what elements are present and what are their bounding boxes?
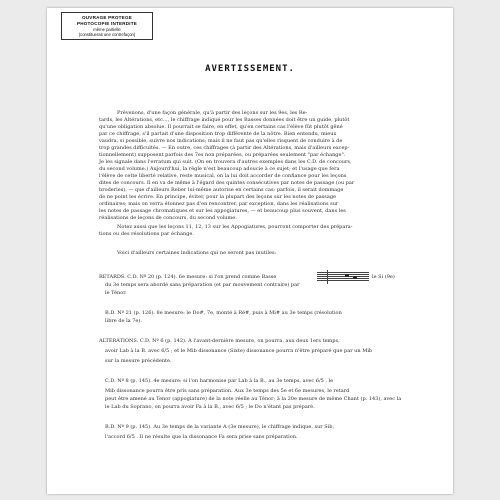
paragraph-line: vaudra, si possible, suivre nos indications; mais il ne faut pas qu'elles risquent de conduire à de <box>99 138 343 144</box>
note-head <box>345 274 349 277</box>
item-line: l'accord 6/5 . Il ne résulte que la dissonance Fa sera prise sans préparation. <box>105 434 298 440</box>
item-line: C.D. Nº 8 (p. 145). 4e mesure: si l'on harmonise par Lab à la B., au 3e temps, avec 6/5 , le <box>105 378 334 384</box>
copyright-stamp <box>61 12 153 40</box>
item-line: libre de la 7e). <box>105 318 142 324</box>
staff-barline <box>327 270 328 284</box>
music-staff <box>317 272 369 282</box>
paragraph-line: Notez aussi que les leçons 11, 12, 13 sur les Appogiatures, pourront comporter des prépara- <box>117 224 353 230</box>
stamp-line-2: PHOTOCOPIE INTERDITE <box>76 20 138 26</box>
paragraph-line: dites de concours. Il en va de même à l'égard des quintes consécutives par notes de passage (ou par <box>99 180 355 186</box>
paragraph-line: les notes de passage chromatiques et sur les appogiatures, — et beaucoup plus souvent, dans les <box>99 208 346 214</box>
paragraph-line: tards, les Altérations, etc..., le chiffrage indiqué pour les Basses données doit être un guide, plutôt <box>99 117 350 123</box>
note-head <box>353 276 357 279</box>
paragraph-line: trop grandes difficultés. — En outre, ces chiffrages (à partir des Altérations, mais d'ailleurs excep- <box>99 145 350 151</box>
paragraph-line: du second volume.) Aujourd'hui, la règle n'est beaucoup adoucie à ce sujet; et l'usage que fera <box>99 166 340 172</box>
paragraph-line: par ce chiffrage, s'il partait d'une disposition trop différente de la nôtre. Bien entendu, mieux <box>99 131 337 137</box>
document-page <box>47 8 453 494</box>
paragraph-line: tions ou des résolutions par échange. <box>99 231 194 237</box>
item-line: peut être amené au Tenor (appogiature) de la note réelle au Ténor; à la 20e mesure de même Chant (p. 143), avec la <box>105 396 402 402</box>
stamp-line-3: même partielle <box>93 27 121 33</box>
item-line: B.D. Nº 21 (p. 126). 8e mesure: le Do#, 7e, monté à Ré#, puis à Mi# au 3e temps (résolution <box>105 310 342 316</box>
item-line: le Si (9e) <box>372 274 395 280</box>
paragraph-line: Je les signale dans l'erratum qui suit. (On en trouvera d'autres exemples dans les C.D. de concours, <box>99 159 352 165</box>
item-line: avoir Lab à la B. avec 6/5 ; et le Mib dissonance (Sixte) dissonance pourra n'être préparé que par un Mib <box>105 348 373 354</box>
paragraph-line: de ne point les écrire. En principe, éviter, pour la plupart des leçons sur les notes de passage <box>99 194 336 200</box>
stamp-line-4: (constituerait une contrefaçon) <box>78 32 136 38</box>
paragraph-line: Prévenons, d'une façon générale, qu'à partir des leçons sur les 9es, les Re- <box>117 110 308 116</box>
paragraph-line: qu'une obligation absolue. Il pourrait se faire, en effet, qu'en certains cas l'élève fût plutôt gêné <box>99 124 343 130</box>
stamp-line-1: OUVRAGE PROTEGE <box>82 15 132 20</box>
paragraph-line: tionnellement) supposent parfois des 7es non préparées, ou préparées seulement "par échange". <box>99 152 346 158</box>
item-line: RETARDS. C.D. Nº 20 (p. 124). 6e mesure: si l'on prend comme Basse <box>99 274 277 280</box>
item-line: ALTÉRATIONS. C.D. Nº 6 (p. 142). A l'avant-dernière mesure, on pourra, aux deux 1ers temps, <box>99 338 340 344</box>
item-line: sur la mesure précédente. <box>105 358 172 364</box>
item-line: du 3e temps sera abordé sans préparation (et par mouvement contraire) par <box>105 282 300 288</box>
item-line: B.D. Nº 9 (p. 145). Au 3e temps de la variante A (3e mesure), le chiffrage indique, sur Sib, <box>105 424 335 430</box>
paragraph-line: l'élève de cette liberté relative, reste musical, on la lui doit accorder de confiance pour les leçons <box>99 173 347 179</box>
item-line: Mib dissonance pourra être pris sans préparation. Aux 3e temps des 5e et 6e mesures, le retard <box>105 388 350 394</box>
page-title: AVERTISSEMENT. <box>205 64 295 74</box>
paragraph-line: réalisations de leçons de concours, du second volume. <box>99 215 237 221</box>
item-line: le Ténor. <box>105 290 127 296</box>
paragraph-line: broderies), — que d'ailleurs Reber lui-même autorise en certains cas: parfois, il serait dommage <box>99 187 344 193</box>
item-line: le Lab du Soprano, on pourra avoir Fa à la B., avec 6/5 ; le Do n'étant pas préparé. <box>105 404 315 410</box>
paragraph-line: ordinaires; mais on verra étonnez pas d'en rencontrer, par exception, dans les réalisations sur <box>99 201 339 207</box>
intro-line: Voici d'ailleurs certaines indications qui ne seront pas inutiles: <box>117 250 277 256</box>
